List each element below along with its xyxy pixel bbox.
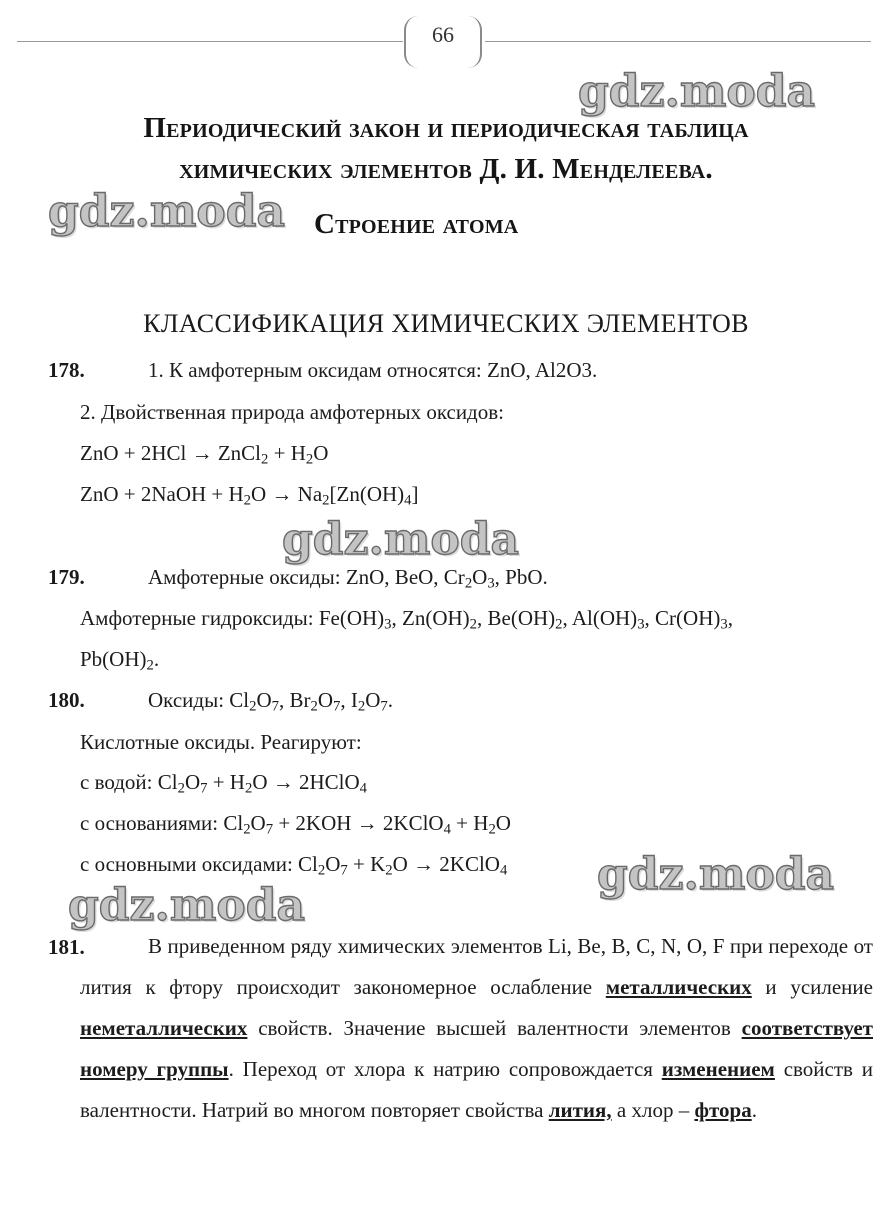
task-180-line-2: Кислотные оксиды. Реагируют: — [80, 730, 362, 754]
task-178-line-1: 1. К амфотерным оксидам относятся: ZnO, Al2O3. — [148, 358, 598, 382]
task-180-oxides: Оксиды: $Cl_2O_7$, $Br_2O_7$, $I_2O_7$. — [148, 688, 393, 715]
watermark-1: gdz.moda — [578, 66, 816, 117]
watermark-2: gdz.moda — [48, 186, 286, 237]
task-180-reaction-water: с водой: $Cl_2O_7 + H_2O$ → 2HClO$_4$ — [80, 770, 367, 797]
watermark-3: gdz.moda — [282, 514, 520, 565]
task-178-equation-2: ZnO + 2NaOH + $H_2O \to Na_2[Zn(OH)_4]$ — [80, 482, 419, 509]
chapter-title-line-1: Периодический закон и периодическая таблица — [143, 112, 749, 144]
task-179-oxides: Амфотерные оксиды: ZnO, BeO, $Cr_2O_3$, PbO. — [148, 565, 548, 592]
task-181-paragraph: В приведенном ряду химических элементов Li, Be, B, C, N, O, F при переходе от лития к фтору происходит закономерное ослабление металлических и усиление неметаллических свойств. Значение высшей валентности элементов соответствует номеру группы. Переход от хлора к натрию сопровождается изменением свойств и валентности. Натрий во многом повторяет свойства лития, а хлор – фтора. — [80, 934, 874, 1122]
task-178-line-2: 2. Двойственная природа амфотерных оксидов: — [80, 400, 504, 424]
watermark-4: gdz.moda — [597, 849, 835, 900]
task-180-reaction-basic-oxides: с основными оксидами: $Cl_2O_7 + K_2O$ → 2KClO$_4$ — [80, 852, 508, 879]
task-number-179: 179. — [48, 565, 85, 589]
page-number: 66 — [432, 22, 454, 47]
task-178-equation-1: ZnO + 2HCl → ZnCl$_2$ + $H_2O$ — [80, 441, 329, 468]
header-rule-right — [485, 41, 871, 42]
task-number-180: 180. — [48, 688, 85, 712]
task-number-181: 181. — [48, 935, 85, 959]
chapter-title-line-3: Строение атома — [314, 208, 519, 240]
task-180-reaction-bases: с основаниями: $Cl_2O_7 + 2KOH$ → 2KClO$_4$ + $H_2O$ — [80, 811, 511, 838]
header-rule-left — [17, 41, 403, 42]
watermark-5: gdz.moda — [68, 880, 306, 931]
section-heading: КЛАССИФИКАЦИЯ ХИМИЧЕСКИХ ЭЛЕМЕНТОВ — [143, 309, 749, 338]
task-179-hydroxides-cont: $Pb(OH)_2$. — [80, 647, 160, 674]
chapter-title-line-2: химических элементов Д. И. Менделеева. — [179, 153, 713, 185]
task-179-hydroxides: Амфотерные гидроксиды: $Fe(OH)_3$, $Zn(OH)_2$, $Be(OH)_2$, $Al(OH)_3$, $Cr(OH)_3$, — [80, 606, 733, 633]
task-number-178: 178. — [48, 358, 85, 382]
